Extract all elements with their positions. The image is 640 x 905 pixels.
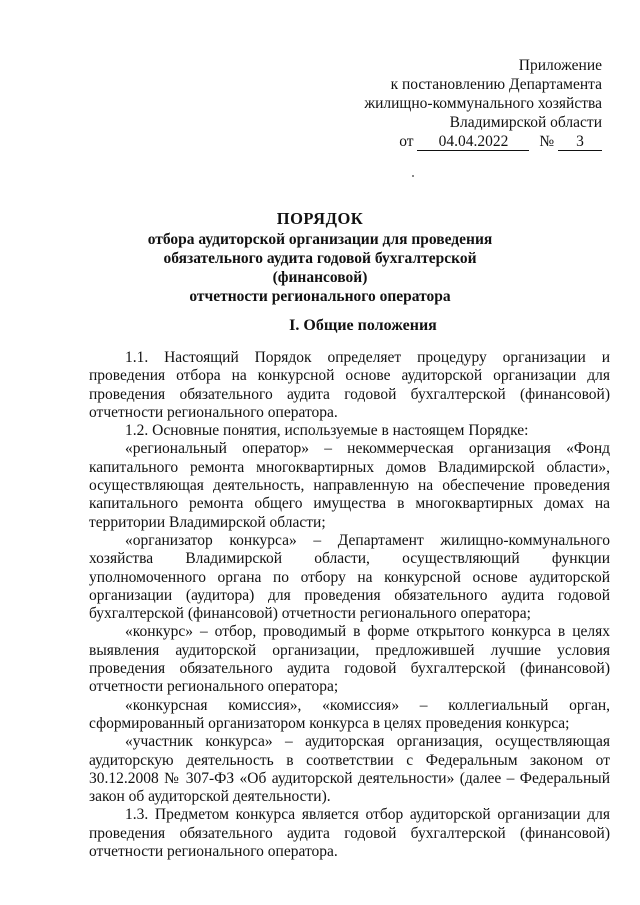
appendix-line: Приложение	[518, 57, 602, 74]
paragraph: «конкурс» – отбор, проводимый в форме открытого конкурса в целях выявления аудиторской организации, предложившей лучшие условия проведения обязательного аудита годовой бухгалтерской (финансовой) отчетности регионального оператора;	[89, 623, 610, 696]
document-body	[89, 349, 610, 861]
number-label: №	[539, 133, 555, 150]
scan-speck	[412, 175, 414, 177]
document-title	[120, 209, 520, 306]
appendix-date-line	[352, 132, 602, 151]
appendix-line: Владимирской области	[449, 114, 602, 131]
title-line: обязательного аудита годовой бухгалтерской (финансовой)	[163, 250, 477, 286]
section-heading: I. Общие положения	[289, 317, 437, 334]
paragraph: 1.3. Предметом конкурса является отбор аудиторской организации для проведения обязательного аудита годовой бухгалтерской (финансовой) отчетности регионального оператора.	[89, 806, 610, 861]
from-label: от	[399, 133, 414, 150]
appendix-header	[352, 56, 602, 151]
title-main: ПОРЯДОК	[276, 209, 364, 228]
paragraph: «участник конкурса» – аудиторская организация, осуществляющая аудиторскую деятельность в соответствии с Федеральным законом от 30.12.2008 № 307-ФЗ «Об аудиторской деятельности» (далее – Федеральный закон об аудиторской деятельности).	[89, 733, 610, 806]
paragraph: 1.2. Основные понятия, используемые в настоящем Порядке:	[125, 422, 529, 440]
document-date: 04.04.2022	[417, 133, 529, 151]
appendix-line: жилищно-коммунального хозяйства	[364, 95, 602, 112]
document-number: 3	[558, 133, 602, 151]
paragraph: «конкурсная комиссия», «комиссия» – коллегиальный орган, сформированный организатором конкурса в целях проведения конкурса;	[89, 696, 610, 732]
title-line: отбора аудиторской организации для проведения	[147, 231, 493, 248]
title-line: отчетности регионального оператора	[189, 288, 451, 305]
paragraph: 1.1. Настоящий Порядок определяет процедуру организации и проведения отбора на конкурсной основе аудиторской организации для проведения обязательного аудита годовой бухгалтерской (финансовой) отчетности регионального оператора.	[89, 349, 610, 421]
paragraph: «региональный оператор» – некоммерческая организация «Фонд капитального ремонта многоквартирных домов Владимирской области», осуществляющая деятельность, направленную на обеспечение проведения капитального ремонта общего имущества в многоквартирных домах на территории Владимирской области;	[89, 440, 610, 531]
appendix-line: к постановлению Департамента	[390, 76, 602, 93]
paragraph: «организатор конкурса» – Департамент жилищно-коммунального хозяйства Владимирской области, осуществляющий функции уполномоченного органа по отбору на конкурсной основе аудиторской организации (аудитора) для проведения обязательного аудита годовой бухгалтерской (финансовой) отчетности регионального оператора;	[89, 531, 610, 623]
